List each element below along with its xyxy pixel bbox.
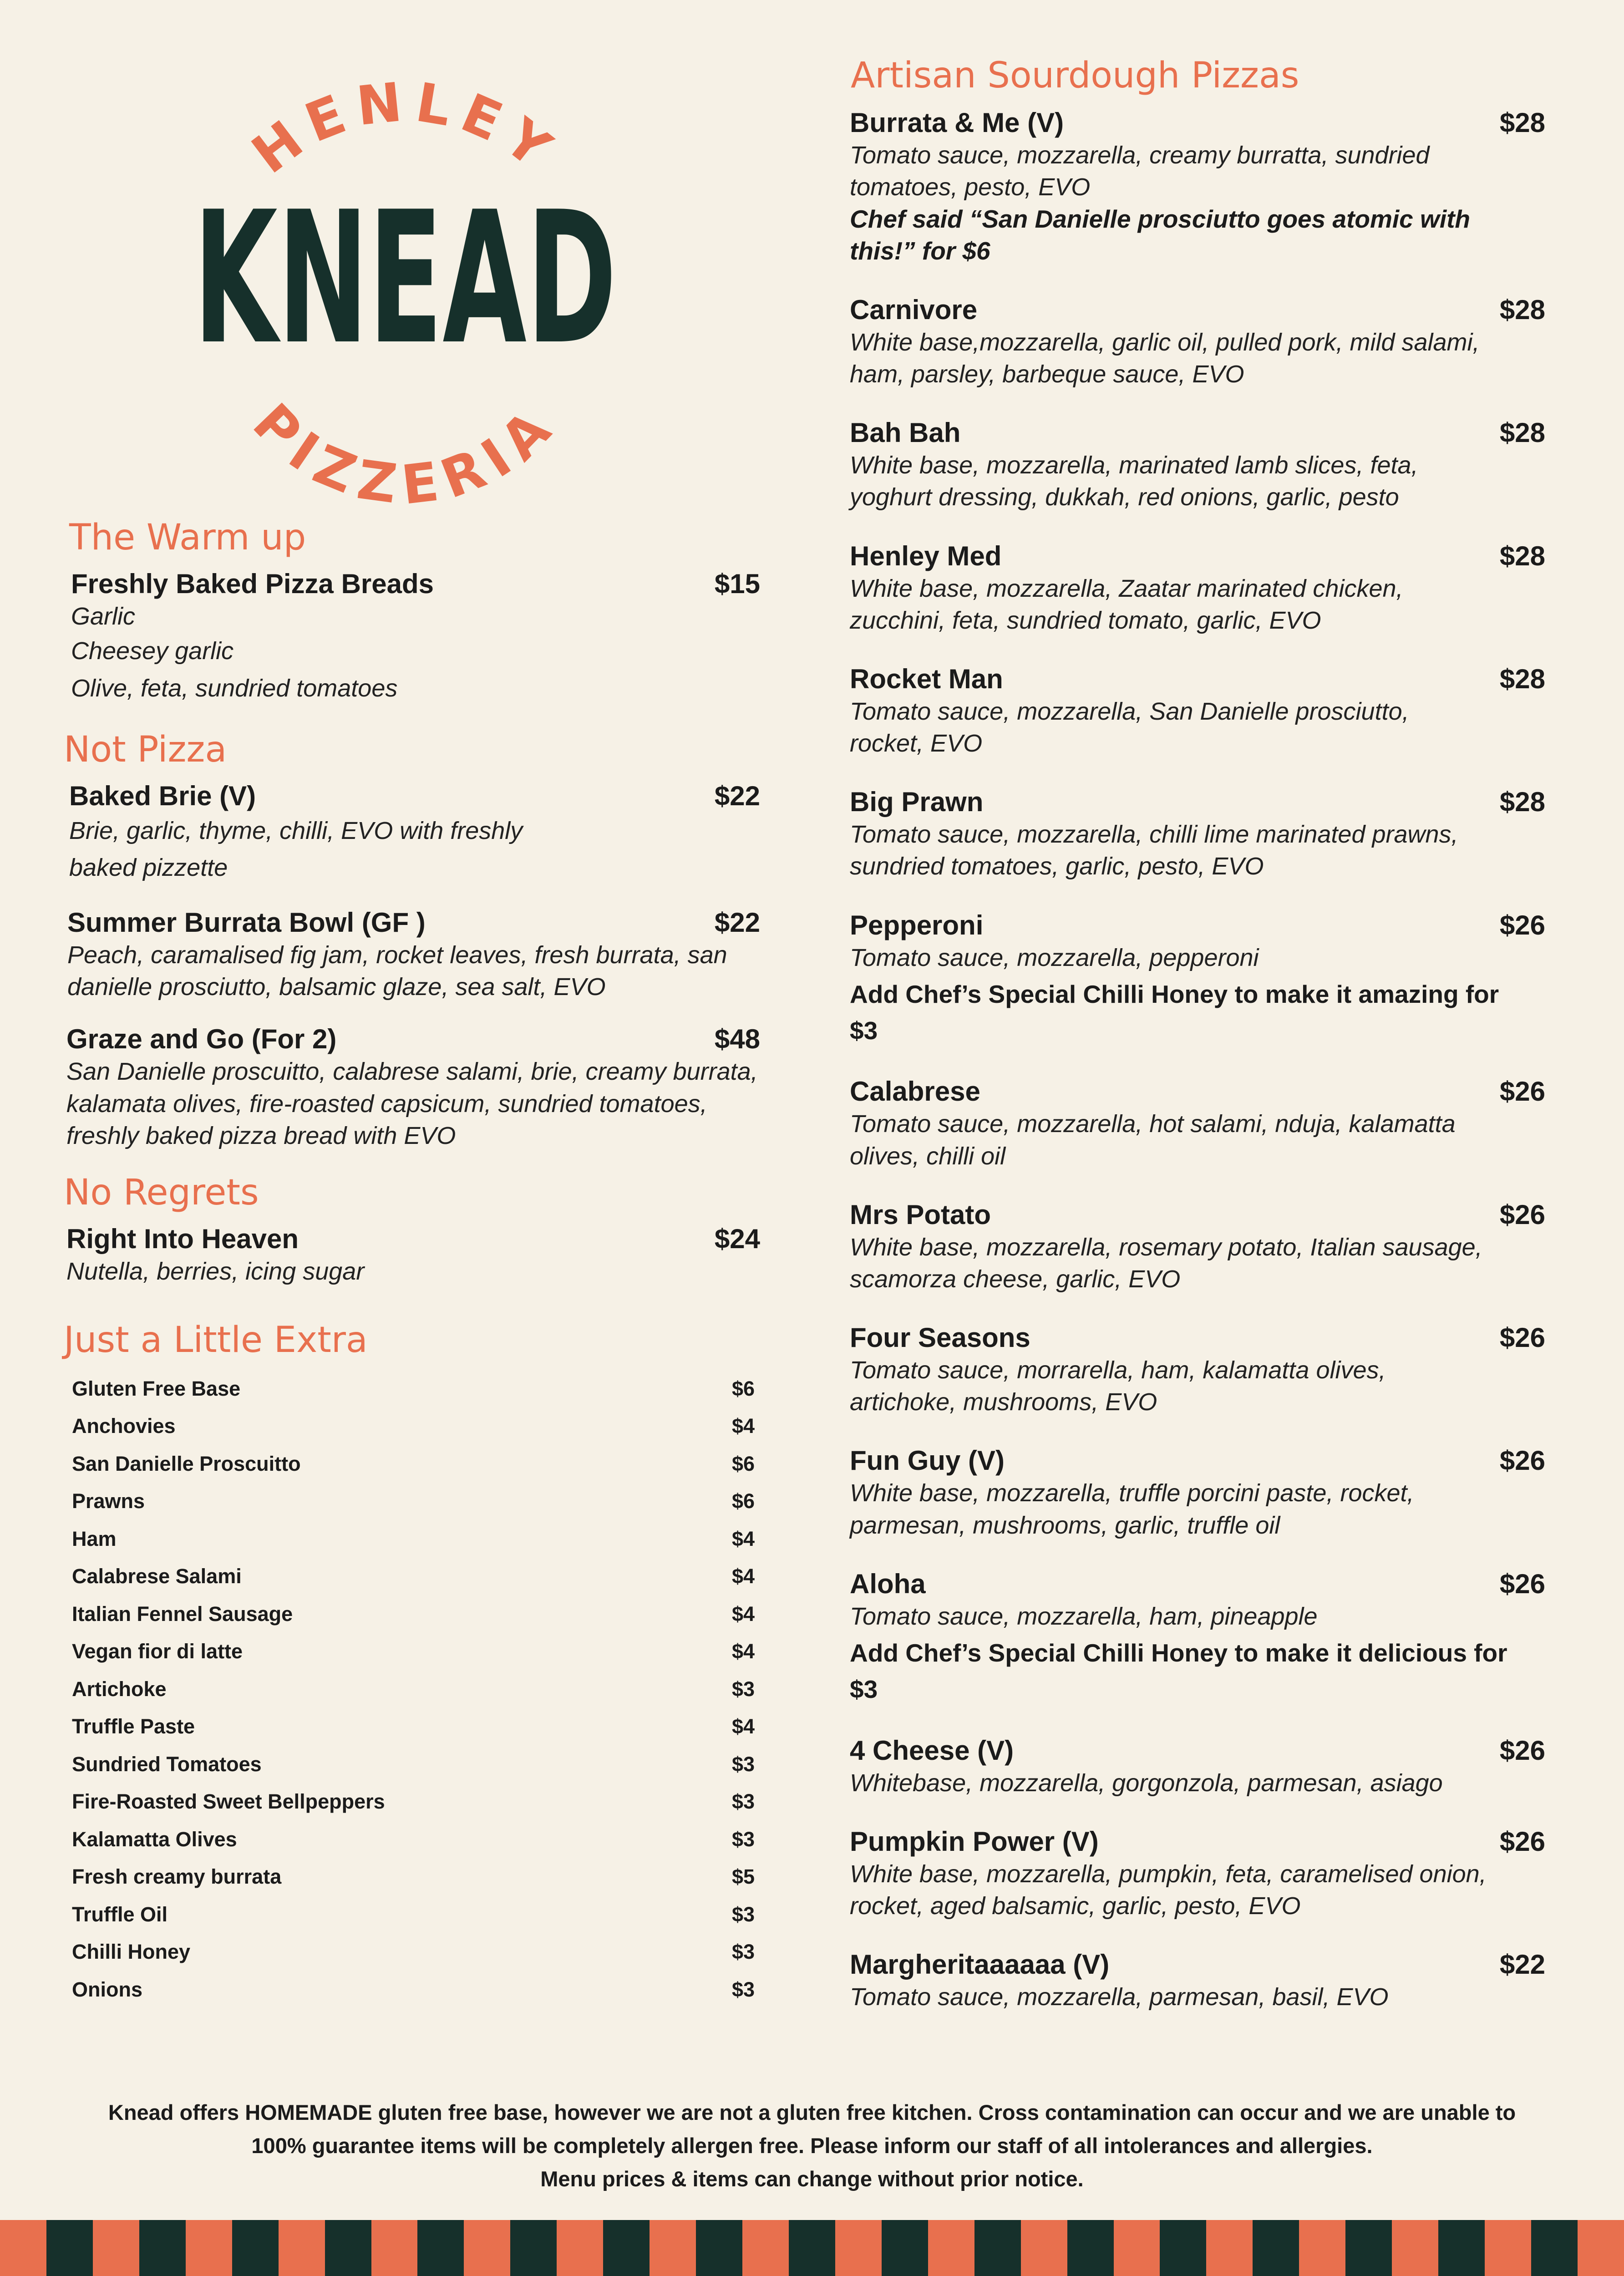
extra-item-name: Sundried Tomatoes — [72, 1752, 262, 1776]
pizza-name: Rocket Man — [850, 663, 1003, 694]
pizza-name: Aloha — [850, 1568, 926, 1599]
extra-item-name: Calabrese Salami — [72, 1565, 242, 1588]
pizza-price: $26 — [1499, 1322, 1545, 1353]
border-stripe — [835, 2220, 882, 2276]
extra-item — [64, 1820, 760, 1858]
border-stripe — [0, 2220, 46, 2276]
pizza-description: White base, mozzarella, Zaatar marinated chicken, zucchini, feta, sundried tomato, garlic, EVO — [850, 574, 1403, 634]
pizza-item — [844, 663, 1559, 759]
border-stripe — [139, 2220, 186, 2276]
border-stripe — [1206, 2220, 1253, 2276]
border-stripe — [928, 2220, 974, 2276]
extra-item — [64, 1933, 760, 1971]
extra-item-price: $5 — [731, 1865, 755, 1889]
item-name: Summer Burrata Bowl (GF ) — [67, 907, 426, 938]
chilli-honey-addon-note: Add Chef’s Special Chilli Honey to make it amazing for $3 — [850, 980, 1499, 1045]
striped-border — [0, 2220, 1624, 2276]
extra-item-name: Prawns — [72, 1489, 145, 1513]
menu-item — [64, 568, 760, 707]
extra-item — [64, 1520, 760, 1558]
pizza-item — [844, 909, 1559, 1049]
extra-item — [64, 1483, 760, 1520]
pizza-name: Mrs Potato — [850, 1199, 991, 1230]
item-description: Peach, caramalised fig jam, rocket leaves, fresh burrata, san danielle prosciutto, balsamic glaze, sea salt, EVO — [67, 941, 727, 1001]
extra-item — [64, 1445, 760, 1483]
extra-item — [64, 1745, 760, 1783]
pizza-price: $28 — [1499, 663, 1545, 694]
menu-item — [64, 1223, 760, 1287]
pizza-description: Tomato sauce, morrarella, ham, kalamatta olives, artichoke, mushrooms, EVO — [850, 1356, 1386, 1416]
pizza-item — [844, 1199, 1559, 1295]
pizza-description: Tomato sauce, mozzarella, ham, pineapple — [850, 1602, 1318, 1630]
extra-item — [64, 1708, 760, 1746]
pizza-name: Four Seasons — [850, 1322, 1030, 1353]
pizza-name: Margheritaaaaaa (V) — [850, 1949, 1110, 1980]
pizza-description: Tomato sauce, mozzarella, hot salami, nduja, kalamatta olives, chilli oil — [850, 1110, 1456, 1170]
extra-item-price: $4 — [731, 1414, 755, 1438]
pizza-price: $26 — [1499, 909, 1545, 940]
extra-item — [64, 1595, 760, 1633]
logo-main-word: KNEAD — [193, 173, 617, 385]
pizza-price: $26 — [1499, 1826, 1545, 1857]
border-stripe — [789, 2220, 835, 2276]
pizzeria-logo — [91, 68, 719, 505]
pizza-list — [844, 107, 1559, 2013]
extra-item-name: Gluten Free Base — [72, 1377, 241, 1400]
extra-item-name: Truffle Oil — [72, 1902, 168, 1926]
pizza-price: $28 — [1499, 540, 1545, 571]
extras-section — [64, 1319, 760, 2008]
disclaimer-line: Menu prices & items can change without prior notice. — [540, 2166, 1084, 2191]
not-pizza-section — [64, 729, 760, 1152]
border-stripe — [1021, 2220, 1067, 2276]
border-stripe — [464, 2220, 510, 2276]
pizza-description: Tomato sauce, mozzarella, parmesan, basil, EVO — [850, 1983, 1389, 2011]
pizza-price: $26 — [1499, 1076, 1545, 1107]
item-price: $48 — [714, 1024, 760, 1055]
pizza-name: Henley Med — [850, 540, 1002, 571]
extra-item-price: $3 — [731, 1752, 755, 1776]
extra-item-price: $4 — [731, 1602, 755, 1626]
item-option: Garlic — [71, 602, 136, 630]
pizza-description: White base, mozzarella, truffle porcini paste, rocket, parmesan, mushrooms, garlic, truffle oil — [850, 1479, 1414, 1539]
pizza-price: $26 — [1499, 1568, 1545, 1599]
border-stripe — [325, 2220, 371, 2276]
warm-up-title: The Warm up — [69, 517, 306, 558]
border-stripe — [974, 2220, 1021, 2276]
pizza-description: White base, mozzarella, marinated lamb slices, feta, yoghurt dressing, dukkah, red onions, garlic, pesto — [850, 452, 1418, 511]
pizza-price: $22 — [1499, 1949, 1545, 1980]
pizza-name: Bah Bah — [850, 417, 961, 448]
border-stripe — [1253, 2220, 1299, 2276]
item-price: $22 — [714, 781, 760, 812]
extra-item — [64, 1670, 760, 1708]
allergen-disclaimer — [55, 2096, 1569, 2196]
border-stripe — [232, 2220, 279, 2276]
pizza-item — [844, 1948, 1559, 2013]
border-stripe — [93, 2220, 139, 2276]
border-stripe — [1160, 2220, 1206, 2276]
extra-item-name: Artichoke — [72, 1677, 167, 1701]
extra-item-name: Vegan fior di latte — [72, 1640, 243, 1663]
border-stripe — [1114, 2220, 1160, 2276]
extra-item-name: Chilli Honey — [72, 1940, 191, 1964]
pizza-price: $28 — [1499, 417, 1545, 448]
menu-item — [64, 780, 760, 886]
extra-item-price: $3 — [731, 1977, 755, 2001]
no-regrets-title: No Regrets — [64, 1172, 259, 1213]
extra-item-price: $6 — [731, 1377, 755, 1400]
extra-item-price: $4 — [731, 1715, 755, 1738]
item-price: $22 — [714, 907, 760, 938]
item-option: Cheesey garlic — [71, 637, 234, 665]
border-stripe — [882, 2220, 928, 2276]
extra-item-name: Onions — [72, 1977, 142, 2001]
border-stripe — [1438, 2220, 1485, 2276]
border-stripe — [510, 2220, 557, 2276]
pizza-item — [844, 107, 1559, 267]
item-price: $15 — [714, 568, 760, 599]
border-stripe — [1392, 2220, 1438, 2276]
border-stripe — [603, 2220, 650, 2276]
not-pizza-title: Not Pizza — [64, 729, 227, 771]
pizza-name: Pepperoni — [850, 909, 984, 940]
pizza-item — [844, 1825, 1559, 1922]
extra-item-price: $3 — [731, 1940, 755, 1964]
pizza-price: $26 — [1499, 1199, 1545, 1230]
extra-item — [64, 1558, 760, 1595]
pizza-description: Tomato sauce, mozzarella, chilli lime marinated prawns, sundried tomatoes, garlic, pesto, EVO — [850, 821, 1458, 880]
pizza-name: 4 Cheese (V) — [850, 1735, 1014, 1766]
pizza-price: $28 — [1499, 294, 1545, 325]
pizza-name: Carnivore — [850, 294, 978, 325]
item-name: Freshly Baked Pizza Breads — [71, 568, 434, 599]
pizzas-title: Artisan Sourdough Pizzas — [851, 55, 1299, 96]
extra-item-price: $4 — [731, 1565, 755, 1588]
pizza-description: Whitebase, mozzarella, gorgonzola, parmesan, asiago — [850, 1769, 1443, 1797]
extra-item — [64, 1895, 760, 1933]
border-stripe — [696, 2220, 742, 2276]
pizza-item — [844, 540, 1559, 636]
border-stripe — [1485, 2220, 1531, 2276]
border-stripe — [650, 2220, 696, 2276]
extra-item-name: Fresh creamy burrata — [72, 1865, 282, 1889]
extra-item — [64, 1783, 760, 1821]
border-stripe — [1578, 2220, 1624, 2276]
extra-item — [64, 1633, 760, 1671]
pizza-name: Calabrese — [850, 1076, 980, 1107]
extras-list — [64, 1370, 760, 2008]
extra-item-name: Italian Fennel Sausage — [72, 1602, 293, 1626]
item-description: San Danielle proscuitto, calabrese salami, brie, creamy burrata, kalamata olives, fire-roasted capsicum, sundried tomatoes, freshly baked pizza bread with EVO — [66, 1058, 758, 1149]
item-option: Olive, feta, sundried tomatoes — [71, 675, 398, 702]
extra-item-name: Ham — [72, 1527, 117, 1550]
extra-item — [64, 1370, 760, 1407]
no-regrets-section — [64, 1172, 760, 1287]
extra-item-price: $4 — [731, 1527, 755, 1550]
pizza-item — [844, 1075, 1559, 1172]
disclaimer-line: Knead offers HOMEMADE gluten free base, however we are not a gluten free kitchen. Cross contamination can occur and we are unable to — [108, 2100, 1516, 2124]
disclaimer-line: 100% guarantee items will be completely allergen free. Please inform our staff of all intolerances and allergies. — [251, 2133, 1373, 2158]
pizza-item — [844, 1444, 1559, 1541]
border-stripe — [46, 2220, 93, 2276]
logo-top-word: HENLEY — [240, 69, 570, 186]
extra-item-name: Kalamatta Olives — [72, 1827, 237, 1851]
extra-item-price: $3 — [731, 1902, 755, 1926]
item-description: Nutella, berries, icing sugar — [66, 1257, 365, 1285]
pizza-price: $26 — [1499, 1735, 1545, 1766]
pizza-description: White base, mozzarella, rosemary potato, Italian sausage, scamorza cheese, garlic, EVO — [850, 1233, 1482, 1293]
item-description: Brie, garlic, thyme, chilli, EVO with freshly baked pizzette — [69, 817, 523, 882]
pizza-description: Tomato sauce, mozzarella, San Danielle prosciutto, rocket, EVO — [850, 697, 1409, 757]
item-price: $24 — [714, 1223, 760, 1254]
extra-item-name: Anchovies — [72, 1414, 176, 1438]
pizza-description: Tomato sauce, mozzarella, creamy burratta, sundried tomatoes, pesto, EVO — [850, 141, 1430, 201]
border-stripe — [742, 2220, 789, 2276]
border-stripe — [1345, 2220, 1392, 2276]
extra-item-price: $3 — [731, 1677, 755, 1701]
pizza-price: $26 — [1499, 1445, 1545, 1476]
pizza-description: Tomato sauce, mozzarella, pepperoni — [850, 944, 1259, 971]
extra-item — [64, 1971, 760, 2008]
pizza-description: White base, mozzarella, pumpkin, feta, caramelised onion, rocket, aged balsamic, garlic, pesto, EVO — [850, 1860, 1487, 1920]
extra-item-price: $6 — [731, 1489, 755, 1513]
border-stripe — [417, 2220, 464, 2276]
pizza-name: Pumpkin Power (V) — [850, 1826, 1099, 1857]
extra-item-price: $6 — [731, 1452, 755, 1475]
extra-item-name: San Danielle Proscuitto — [72, 1452, 301, 1475]
pizza-name: Big Prawn — [850, 787, 984, 818]
extra-item — [64, 1858, 760, 1896]
border-stripe — [1299, 2220, 1345, 2276]
pizza-description: White base,mozzarella, garlic oil, pulled pork, mild salami, ham, parsley, barbeque sauce, EVO — [850, 328, 1480, 388]
border-stripe — [186, 2220, 232, 2276]
item-name: Baked Brie (V) — [69, 781, 256, 812]
extras-title: Just a Little Extra — [64, 1319, 368, 1361]
pizza-item — [844, 417, 1559, 513]
extra-item-price: $4 — [731, 1640, 755, 1663]
pizza-item — [844, 294, 1559, 390]
warm-up-section — [64, 517, 760, 707]
extra-item — [64, 1407, 760, 1445]
logo-bottom-word: PIZZERIA — [241, 391, 569, 505]
extra-item-price: $3 — [731, 1790, 755, 1814]
pizza-price: $28 — [1499, 107, 1545, 138]
pizza-item — [844, 786, 1559, 882]
border-stripe — [557, 2220, 603, 2276]
item-name: Graze and Go (For 2) — [66, 1024, 337, 1055]
pizza-name: Burrata & Me (V) — [850, 107, 1064, 138]
pizza-name: Fun Guy (V) — [850, 1445, 1005, 1476]
pizza-item — [844, 1321, 1559, 1418]
extra-item-name: Fire-Roasted Sweet Bellpeppers — [72, 1790, 385, 1814]
border-stripe — [371, 2220, 418, 2276]
menu-item — [64, 906, 760, 1003]
pizza-item — [844, 1734, 1559, 1799]
pizza-item — [844, 1568, 1559, 1708]
border-stripe — [1531, 2220, 1578, 2276]
chilli-honey-addon-note: Add Chef’s Special Chilli Honey to make it delicious for $3 — [850, 1639, 1507, 1703]
menu-item — [64, 1023, 760, 1152]
extra-item-price: $3 — [731, 1827, 755, 1851]
extra-item-name: Truffle Paste — [72, 1715, 195, 1738]
border-stripe — [279, 2220, 325, 2276]
right-column — [844, 55, 1559, 2013]
left-column — [64, 517, 760, 2008]
border-stripe — [1067, 2220, 1114, 2276]
chef-note: Chef said “San Danielle prosciutto goes atomic with this!” for $6 — [850, 204, 1471, 265]
item-name: Right Into Heaven — [66, 1223, 299, 1254]
pizza-price: $28 — [1499, 787, 1545, 818]
